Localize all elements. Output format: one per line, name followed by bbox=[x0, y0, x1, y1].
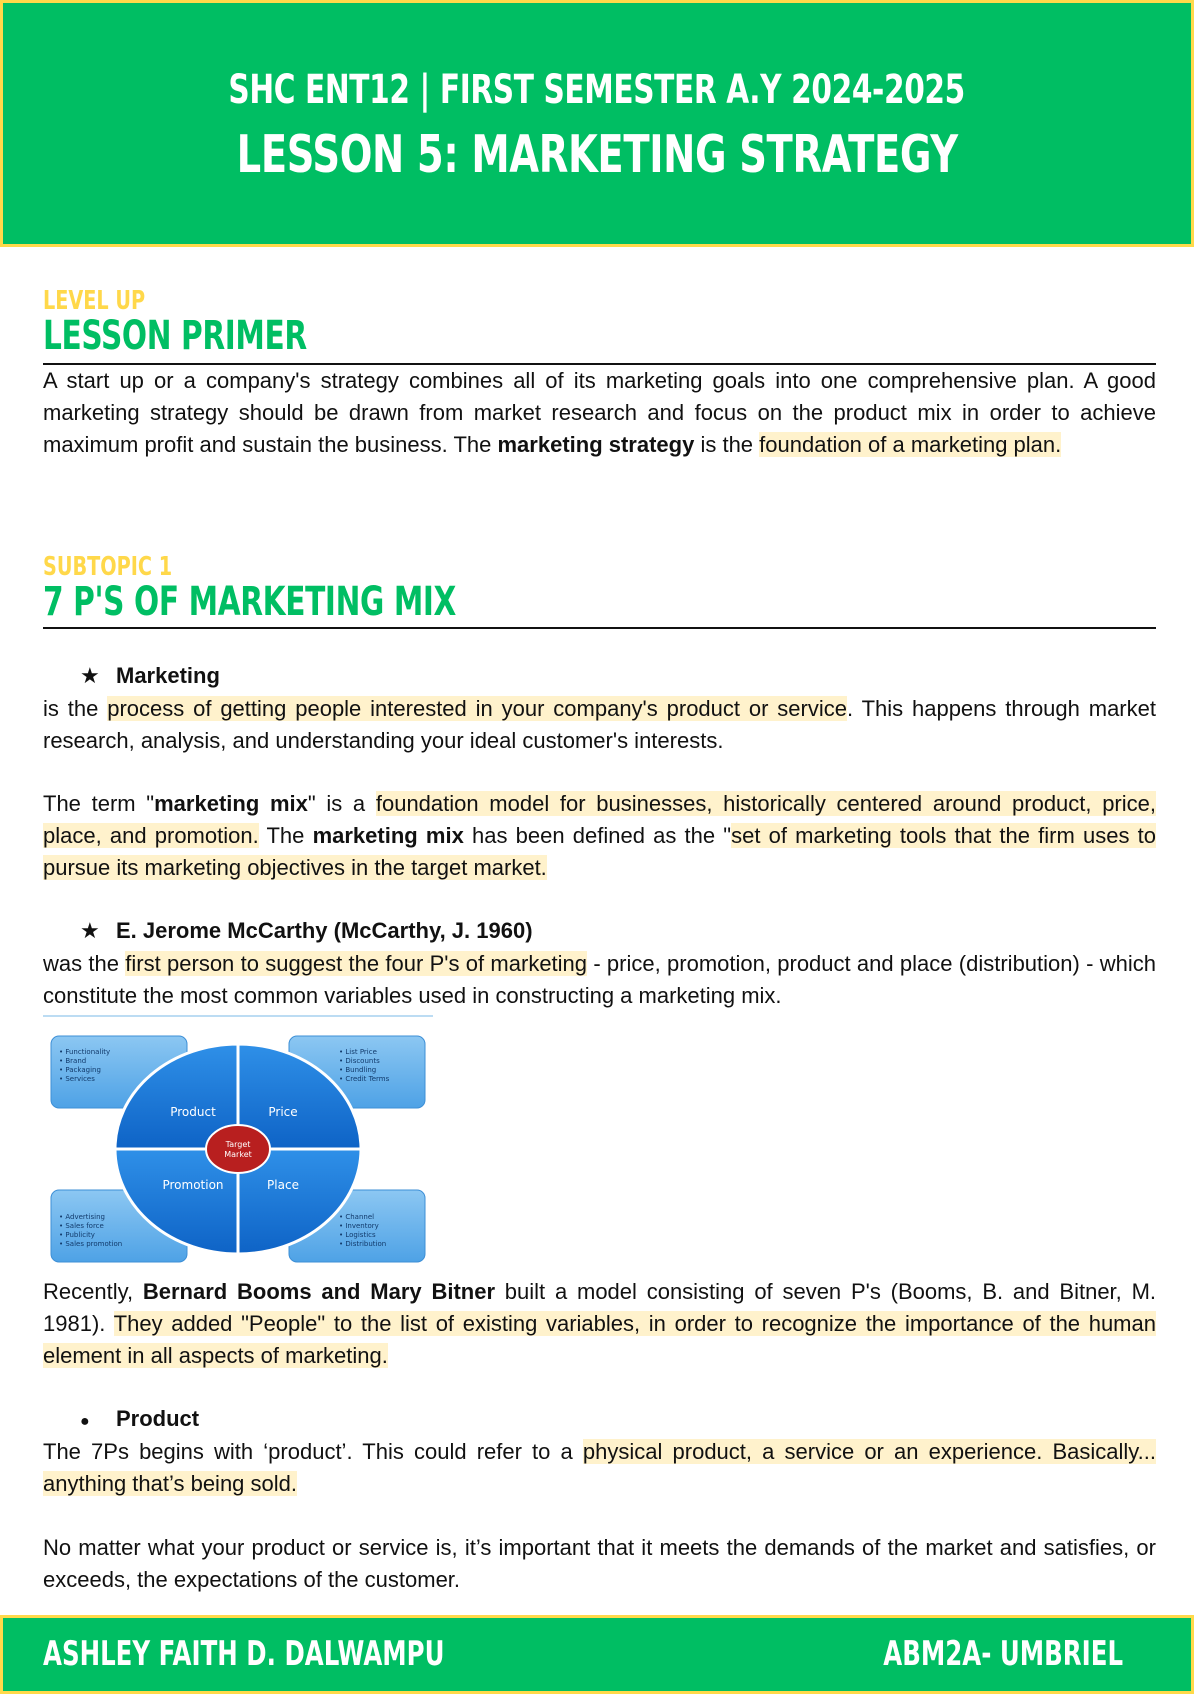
page-header bbox=[0, 0, 1194, 247]
product-item: • Brand bbox=[59, 1057, 87, 1065]
price-item: • Credit Terms bbox=[339, 1075, 390, 1083]
product-item: • Services bbox=[59, 1075, 95, 1083]
primer-kicker: LEVEL UP bbox=[43, 286, 146, 316]
marketing-heading: ★ Marketing bbox=[80, 663, 220, 688]
target-market-label: Market bbox=[224, 1150, 252, 1159]
quadrant-label: Price bbox=[268, 1105, 298, 1119]
price-item: • Discounts bbox=[339, 1057, 380, 1065]
promotion-item: • Advertising bbox=[59, 1213, 105, 1221]
product-item: • Functionality bbox=[59, 1048, 111, 1056]
page-footer bbox=[0, 1615, 1194, 1694]
quadrant-label: Place bbox=[267, 1178, 299, 1192]
primer-paragraph: A start up or a company's strategy combines all of its marketing goals into one comprehensive plan. A good marketing strategy should be drawn from market research and focus on the product mix in order to achieve maximum profit and sustain the business. The marketing strategy is the foundation of a marketing plan. bbox=[43, 368, 1156, 457]
promotion-item: • Publicity bbox=[59, 1231, 95, 1239]
primer-title: LESSON PRIMER bbox=[43, 313, 307, 359]
subtopic-title: 7 P'S OF MARKETING MIX bbox=[43, 579, 457, 625]
quadrant-label: Product bbox=[170, 1105, 216, 1119]
bullet-dot-icon: ● bbox=[80, 1413, 90, 1430]
mccarthy-paragraph: was the first person to suggest the four P's of marketing - price, promotion, product and place (distribution) - which constitute the most common variables used in constructing a marketing mix. bbox=[43, 951, 1156, 1008]
author-name: ASHLEY FAITH D. DALWAMPU bbox=[43, 1634, 445, 1674]
product-heading: ● Product bbox=[80, 1406, 200, 1431]
course-line: SHC ENT12 | FIRST SEMESTER A.Y 2024-2025 bbox=[228, 67, 966, 113]
place-item: • Channel bbox=[339, 1213, 375, 1221]
four-ps-circle bbox=[115, 1044, 361, 1254]
product-paragraph: The 7Ps begins with ‘product’. This could refer to a physical product, a service or an experience. Basically... anything that’s being sold. bbox=[43, 1439, 1156, 1496]
subtopic-kicker: SUBTOPIC 1 bbox=[43, 552, 173, 582]
place-item: • Inventory bbox=[339, 1222, 379, 1230]
marketing-paragraph: is the process of getting people interested in your company's product or service. This happens through market research, analysis, and understanding your ideal customer's interests. bbox=[43, 696, 1156, 753]
four-ps-diagram bbox=[43, 1014, 433, 1267]
quadrant-label: Promotion bbox=[162, 1178, 224, 1192]
marketing-mix-paragraph: The term "marketing mix" is a foundation model for businesses, historically centered around product, price, place, and promotion. The marketing mix has been defined as the "set of marketing tools that the firm uses to pursue its marketing objectives in the target market. bbox=[43, 791, 1156, 880]
subtopic-rule bbox=[43, 627, 1156, 629]
booms-bitner-paragraph: Recently, Bernard Booms and Mary Bitner built a model consisting of seven P's (Booms, B. and Bitner, M. 1981). They added "People" to the list of existing variables, in order to recognize the importance of the human element in all aspects of marketing. bbox=[43, 1279, 1157, 1368]
star-icon: ★ bbox=[80, 663, 100, 688]
promotion-item: • Sales promotion bbox=[59, 1240, 123, 1248]
price-item: • List Price bbox=[339, 1048, 377, 1056]
target-market-label: Target bbox=[225, 1140, 251, 1149]
section-name: ABM2A- UMBRIEL bbox=[883, 1634, 1123, 1674]
place-item: • Logistics bbox=[339, 1231, 376, 1239]
star-icon: ★ bbox=[80, 918, 100, 943]
lesson-title: LESSON 5: MARKETING STRATEGY bbox=[236, 125, 958, 185]
four-ps-svg bbox=[43, 1014, 433, 1267]
product-item: • Packaging bbox=[59, 1066, 101, 1074]
place-item: • Distribution bbox=[339, 1240, 387, 1248]
mccarthy-heading: ★ E. Jerome McCarthy (McCarthy, J. 1960) bbox=[80, 918, 533, 943]
product-paragraph-2: No matter what your product or service is, it’s important that it meets the demands of the market and satisfies, or exceeds, the expectations of the customer. bbox=[43, 1535, 1156, 1592]
promotion-item: • Sales force bbox=[59, 1222, 104, 1230]
price-item: • Bundling bbox=[339, 1066, 377, 1074]
